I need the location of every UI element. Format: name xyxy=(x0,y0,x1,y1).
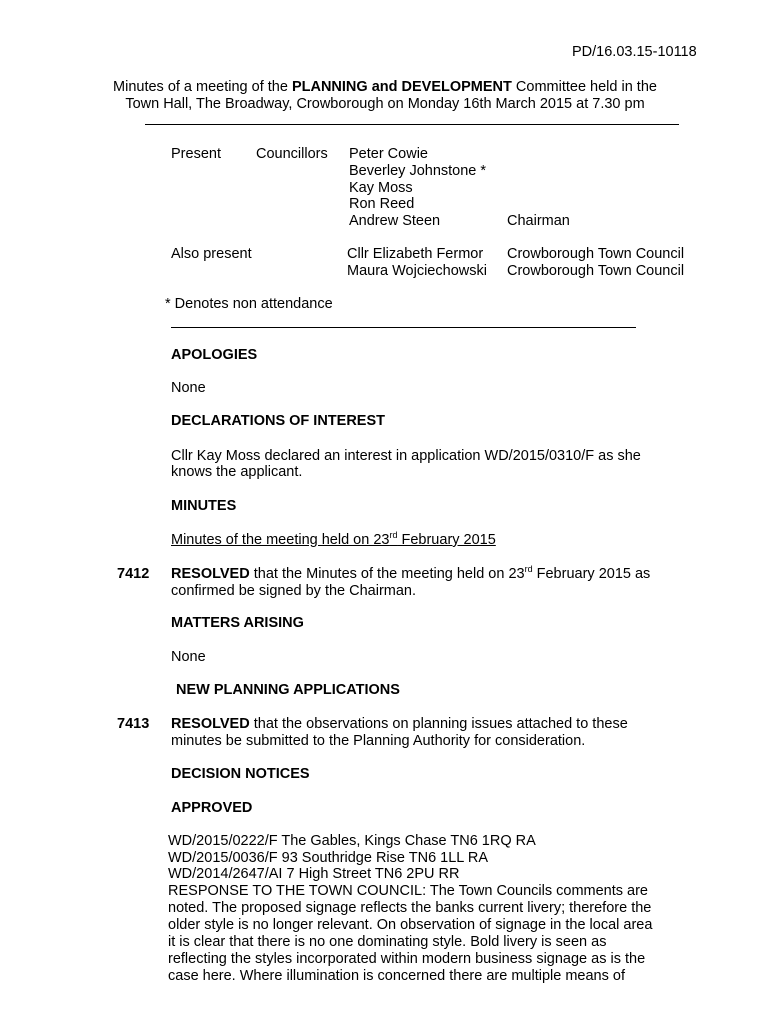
approved-line: reflecting the styles incorporated within modern business signage as is the xyxy=(168,951,646,967)
member-name: Peter Cowie xyxy=(349,146,428,162)
matters-heading: MATTERS ARISING xyxy=(171,615,304,631)
item-number-7413: 7413 xyxy=(117,716,150,732)
reference-number: PD/16.03.15-10118 xyxy=(572,44,697,60)
member-name: Beverley Johnstone * xyxy=(349,163,487,179)
matters-text: None xyxy=(171,649,206,665)
decision-notices-heading: DECISION NOTICES xyxy=(171,766,310,782)
title-line-2: Town Hall, The Broadway, Crowborough on Monday 16th March 2015 at 7.30 pm xyxy=(125,96,645,112)
approved-line: RESPONSE TO THE TOWN COUNCIL: The Town Councils comments are xyxy=(168,883,648,899)
member-name: Ron Reed xyxy=(349,196,415,212)
new-apps-res-text: that the observations on planning issues attached to these xyxy=(249,716,628,732)
approved-line: WD/2015/0222/F The Gables, Kings Chase TN6 1RQ RA xyxy=(168,833,536,849)
resolved-label: RESOLVED xyxy=(171,716,250,732)
minutes-res-post: February 2015 as xyxy=(532,566,651,582)
declarations-heading: DECLARATIONS OF INTEREST xyxy=(171,413,386,429)
member-name: Kay Moss xyxy=(349,180,413,196)
minutes-subheading xyxy=(171,532,496,549)
apologies-heading: APOLOGIES xyxy=(171,347,258,363)
minutes-res-sup: rd xyxy=(524,564,533,575)
councillors-label: Councillors xyxy=(256,146,328,162)
also-present-label: Also present xyxy=(171,246,252,262)
present-label: Present xyxy=(171,146,221,162)
approved-line: case here. Where illumination is concerned there are multiple means of xyxy=(168,968,625,984)
approved-heading: APPROVED xyxy=(171,800,253,816)
minutes-resolution-line-2: confirmed be signed by the Chairman. xyxy=(171,583,417,599)
title-post: Committee held in the xyxy=(511,79,657,95)
minutes-sub-pre: Minutes of the meeting held on 23 xyxy=(171,532,390,548)
item-number-7412: 7412 xyxy=(117,566,150,582)
resolved-label: RESOLVED xyxy=(171,566,250,582)
approved-line: WD/2015/0036/F 93 Southridge Rise TN6 1LL RA xyxy=(168,850,488,866)
new-apps-resolution-line-2: minutes be submitted to the Planning Authority for consideration. xyxy=(171,733,586,749)
title-line-1 xyxy=(0,79,770,96)
committee-name: PLANNING and DEVELOPMENT xyxy=(291,79,512,95)
declarations-line-2: knows the applicant. xyxy=(171,464,303,480)
minutes-sub-sup: rd xyxy=(389,530,398,541)
minutes-heading: MINUTES xyxy=(171,498,237,514)
approved-line: it is clear that there is no one dominating style. Bold livery is seen as xyxy=(168,934,607,950)
minutes-sub-post: February 2015 xyxy=(397,532,496,548)
divider xyxy=(145,124,679,125)
divider xyxy=(171,327,636,328)
approved-line: noted. The proposed signage reflects the banks current livery; therefore the xyxy=(168,900,652,916)
approved-line: older style is no longer relevant. On observation of signage in the local area xyxy=(168,917,653,933)
also-present-org: Crowborough Town Council xyxy=(507,263,685,279)
approved-line: WD/2014/2647/AI 7 High Street TN6 2PU RR xyxy=(168,866,460,882)
attendance-note: * Denotes non attendance xyxy=(165,296,333,312)
new-apps-heading: NEW PLANNING APPLICATIONS xyxy=(176,682,400,698)
new-apps-resolution-line-1 xyxy=(171,716,628,733)
member-name: Andrew Steen xyxy=(349,213,441,229)
declarations-line-1: Cllr Kay Moss declared an interest in application WD/2015/0310/F as she xyxy=(171,448,641,464)
minutes-resolution-line-1 xyxy=(171,566,650,583)
title-pre: Minutes of a meeting of the xyxy=(113,79,292,95)
also-present-name: Maura Wojciechowski xyxy=(347,263,487,279)
member-role: Chairman xyxy=(507,213,570,229)
minutes-res-pre: that the Minutes of the meeting held on 23 xyxy=(249,566,525,582)
also-present-name: Cllr Elizabeth Fermor xyxy=(347,246,484,262)
also-present-org: Crowborough Town Council xyxy=(507,246,685,262)
apologies-text: None xyxy=(171,380,206,396)
